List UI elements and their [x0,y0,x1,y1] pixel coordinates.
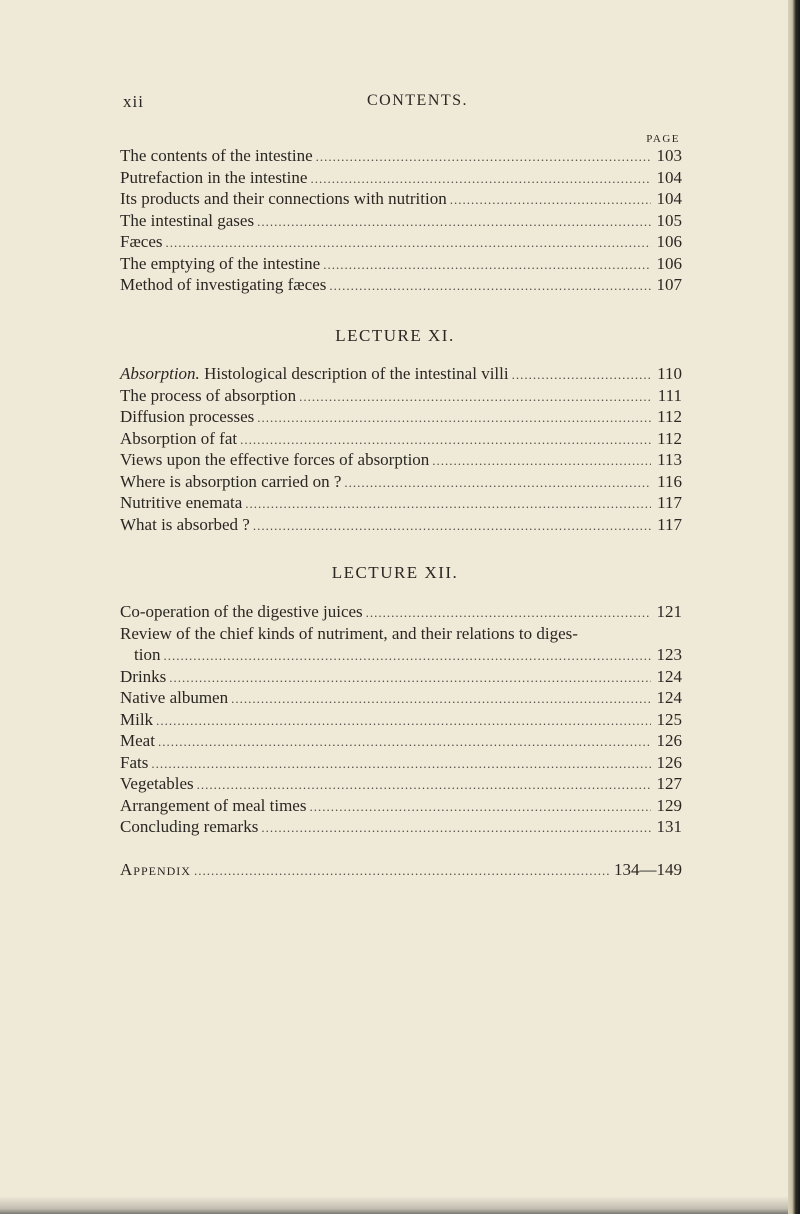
dot-leader [257,211,651,233]
dot-leader [169,667,651,689]
toc-entry [120,167,682,189]
book-spine-edge [788,0,800,1214]
page-bottom-shadow [0,1196,790,1214]
dot-leader [194,860,611,882]
dot-leader [156,710,651,732]
toc-entry-title: Concluding remarks [120,817,259,836]
toc-entry-title: Meat [120,731,155,750]
toc-entry-page: 105 [656,210,682,230]
toc-entry [120,730,682,752]
toc-entry-title: Fæces [120,232,163,251]
toc-entry-page: 134—149 [614,860,682,879]
toc-entry-title: The intestinal gases [120,210,255,230]
toc-entry [120,752,682,774]
dot-leader [163,645,651,667]
toc-entry [120,492,682,514]
toc-entry-page: 125 [656,709,682,729]
contents-lecture-11 [120,363,682,535]
toc-entry-page: 129 [656,795,682,815]
dot-leader [299,386,651,408]
toc-entry-page: 126 [656,731,682,750]
dot-leader [309,796,651,818]
toc-entry-page: 110 [657,364,682,383]
dot-leader [512,364,651,386]
toc-entry-page: 121 [656,602,682,621]
toc-entry [120,471,682,493]
toc-entry-page: 131 [656,817,682,836]
toc-entry-italic-lead: Absorption. [120,364,200,383]
dot-leader [323,254,651,276]
toc-entry [120,385,682,407]
dot-leader [240,429,651,451]
dot-leader [245,493,651,515]
toc-entry-title: Fats [120,752,149,772]
toc-entry-title: Putrefaction in the intestine [120,167,308,187]
toc-entry [120,773,682,795]
page-folio: xii [123,92,144,111]
running-head: CONTENTS. [367,92,469,109]
toc-entry-page: 111 [657,385,682,405]
toc-entry-title: Review of the chief kinds of nutriment, and their relations to diges- [120,623,578,643]
toc-entry-title: Native albumen [120,688,229,707]
dot-leader [329,275,651,297]
dot-leader [197,774,651,796]
page-column-label: PAGE [646,133,680,145]
dot-leader [310,168,651,190]
toc-entry [120,859,682,881]
toc-entry-wrapped-line [120,623,682,645]
toc-entry [120,816,682,838]
toc-entry-title: Diffusion processes [120,407,255,426]
dot-leader [151,753,651,775]
toc-entry [120,253,682,275]
toc-entry-page: 112 [657,428,682,448]
toc-entry-page: 112 [657,407,682,426]
toc-entry-title: Vegetables [120,774,194,793]
toc-entry [120,687,682,709]
toc-entry [120,210,682,232]
toc-entry [120,644,682,666]
dot-leader [261,817,651,839]
contents-lecture-12 [120,601,682,838]
toc-entry [120,795,682,817]
toc-entry [120,601,682,623]
toc-entry-title: Views upon the effective forces of absorption [120,450,430,469]
toc-entry-title-continued: tion [134,645,161,664]
toc-entry-page: 126 [656,752,682,772]
toc-entry-title [120,363,509,385]
dot-leader [257,407,651,429]
toc-entry-page: 117 [657,493,682,512]
toc-entry [120,428,682,450]
toc-entry-page: 104 [656,189,682,208]
toc-entry-title: The emptying of the intestine [120,253,321,273]
lecture-11-heading: LECTURE XI. [335,326,455,345]
toc-entry-title: Method of investigating fæces [120,275,327,294]
toc-entry-page: 106 [656,232,682,251]
toc-entry-title: Co-operation of the digestive juices [120,602,363,621]
toc-entry-page: 127 [656,774,682,793]
toc-entry-title: Absorption of fat [120,428,238,448]
toc-entry [120,274,682,296]
toc-entry [120,709,682,731]
toc-entry [120,406,682,428]
toc-entry-page: 104 [656,167,682,187]
toc-entry-page: 107 [656,275,682,294]
toc-entry-page: 124 [656,666,682,686]
toc-entry [120,449,682,471]
dot-leader [344,472,651,494]
contents-section-1 [120,145,682,296]
toc-entry-title: Where is absorption carried on ? [120,471,342,491]
toc-entry-page: 116 [657,471,682,491]
dot-leader [158,731,651,753]
toc-entry-page: 103 [656,146,682,165]
toc-entry [120,514,682,536]
toc-entry-title: Arrangement of meal times [120,795,307,815]
contents-appendix [120,859,682,881]
dot-leader [366,602,651,624]
page-header [0,92,790,114]
toc-entry-title: Drinks [120,666,167,686]
dot-leader [231,688,651,710]
toc-entry [120,145,682,167]
dot-leader [450,189,651,211]
lecture-12-heading: LECTURE XII. [331,563,459,582]
toc-entry-title-rest: Histological description of the intestinal villi [204,364,509,383]
dot-leader [432,450,651,472]
toc-entry-title: The process of absorption [120,385,297,405]
toc-entry-title: Milk [120,709,154,729]
toc-entry [120,231,682,253]
dot-leader [166,232,652,254]
dot-leader [253,515,651,537]
toc-entry [120,666,682,688]
toc-entry [120,188,682,210]
toc-entry-title: Nutritive enemata [120,493,243,512]
toc-entry-page: 106 [656,253,682,273]
toc-entry-page: 123 [656,645,682,664]
toc-entry-title: Its products and their connections with nutrition [120,189,447,208]
toc-entry-page: 117 [657,514,682,534]
toc-entry-title: What is absorbed ? [120,514,250,534]
toc-entry-title: The contents of the intestine [120,146,313,165]
toc-entry-title: Appendix [120,860,191,879]
dot-leader [316,146,651,168]
toc-entry-page: 113 [657,450,682,469]
toc-entry [120,363,682,385]
toc-entry-page: 124 [656,688,682,707]
